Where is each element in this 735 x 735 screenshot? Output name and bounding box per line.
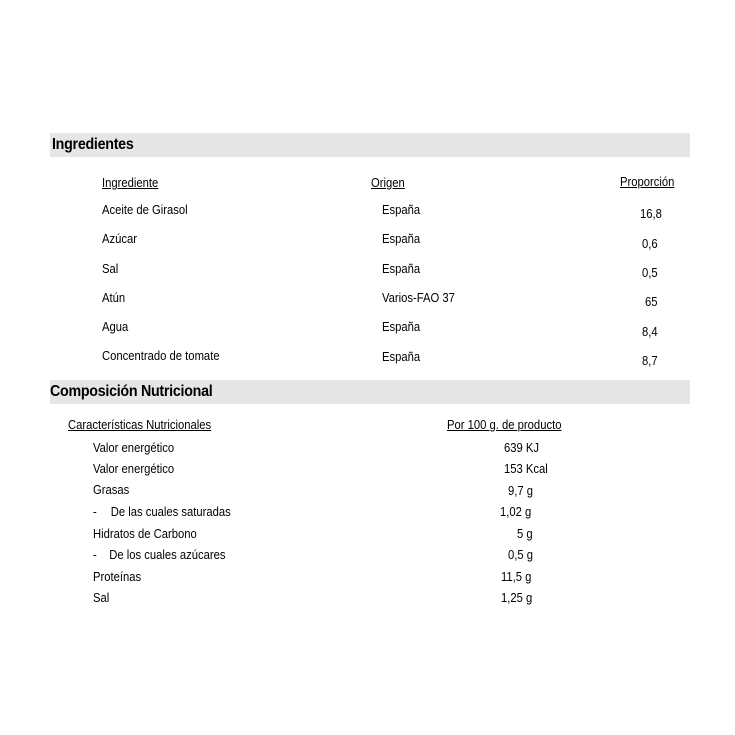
- nutrition-label: Valor energético: [93, 462, 175, 476]
- nutrition-value: 9,7 g: [508, 484, 534, 498]
- ingredient-name: Atún: [102, 291, 126, 305]
- nutrition-value: 0,5 g: [508, 548, 534, 562]
- ingredient-proportion: 0,6: [642, 237, 658, 251]
- ingredient-proportion: 65: [645, 295, 658, 309]
- nutrition-value: 5 g: [517, 527, 533, 541]
- ingredient-name: Azúcar: [102, 232, 138, 246]
- nutrition-value: 1,02 g: [500, 505, 532, 519]
- nutrition-label: Valor energético: [93, 441, 175, 455]
- nutrition-value: 639 KJ: [504, 441, 540, 455]
- nutrition-sublabel: - De los cuales azúcares: [93, 548, 226, 562]
- nutrition-value: 1,25 g: [501, 591, 533, 605]
- nutrition-label: Grasas: [93, 483, 130, 497]
- origin-column-header: Origen: [371, 176, 405, 190]
- ingredient-proportion: 8,4: [642, 325, 658, 339]
- nutrition-label: [93, 548, 226, 562]
- ingredient-origin: España: [382, 262, 421, 276]
- nutrition-label: Hidratos de Carbono: [93, 527, 197, 541]
- ingredient-origin: España: [382, 232, 421, 246]
- ingredient-proportion: 0,5: [642, 266, 658, 280]
- nutrition-sublabel: De las cuales saturadas: [110, 505, 231, 519]
- per100-column-header: Por 100 g. de producto: [447, 418, 562, 432]
- ingredient-name: Sal: [102, 262, 119, 276]
- characteristic-column-header: Características Nutricionales: [68, 418, 212, 432]
- ingredients-header-band: [50, 133, 690, 157]
- ingredient-origin: España: [382, 203, 421, 217]
- ingredient-origin: España: [382, 320, 421, 334]
- nutrition-value: 11,5 g: [501, 570, 532, 584]
- ingredient-name: Agua: [102, 320, 129, 334]
- ingredient-origin: España: [382, 350, 421, 364]
- nutrition-title: Composición Nutricional: [50, 383, 213, 400]
- nutrition-label: Proteínas: [93, 570, 142, 584]
- ingredients-title: Ingredientes: [52, 136, 134, 153]
- proportion-column-header: Proporción: [620, 175, 675, 189]
- ingredient-proportion: 8,7: [642, 354, 658, 368]
- nutrition-label: [93, 505, 231, 519]
- nutrition-label: Sal: [93, 591, 110, 605]
- ingredient-column-header: Ingrediente: [102, 176, 159, 190]
- dash-marker: -: [93, 505, 97, 519]
- ingredient-name: Concentrado de tomate: [102, 349, 220, 363]
- ingredient-proportion: 16,8: [640, 207, 662, 221]
- ingredient-name: Aceite de Girasol: [102, 203, 188, 217]
- ingredient-origin: Varios-FAO 37: [382, 291, 455, 305]
- nutrition-value: 153 Kcal: [504, 462, 548, 476]
